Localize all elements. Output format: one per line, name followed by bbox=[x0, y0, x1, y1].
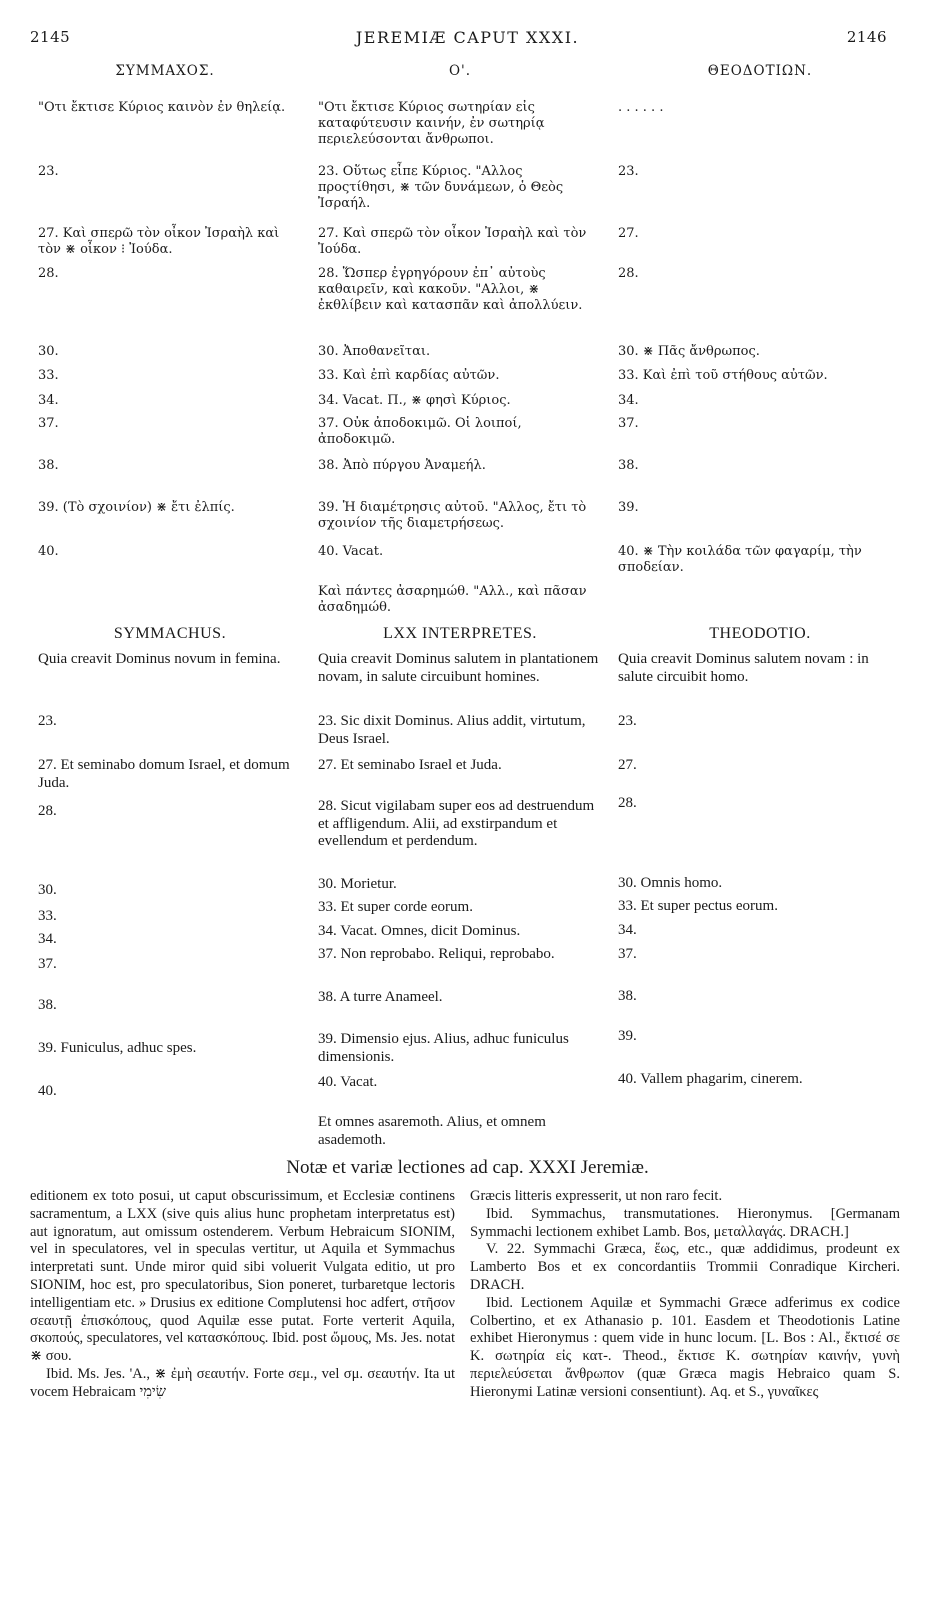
note-paragraph: Græcis litteris expresserit, ut non raro fecit. bbox=[470, 1188, 723, 1204]
running-title: JEREMIÆ CAPUT XXXI. bbox=[355, 28, 580, 47]
latin-symmachus-verse: 33. bbox=[38, 908, 57, 924]
greek-theodotion-verse: 34. bbox=[618, 393, 639, 408]
latin-lxx-tail: Et omnes asaremoth. Alius, et omnem asademoth. bbox=[318, 1114, 546, 1148]
latin-theodotio-verse: 39. bbox=[618, 1028, 637, 1044]
notes-left-column bbox=[30, 1188, 455, 1402]
note-paragraph: Ibid. Ms. Jes. 'Α., ⋇ ἐμὴ σεαυτήν. Forte σεμ., vel σμ. σεαυτήν. Ita ut vocem Hebraicam שִׂימִי bbox=[30, 1365, 455, 1400]
greek-theodotion-verse: 37. bbox=[618, 416, 639, 431]
greek-symmachus-verse: 27. Καὶ σπερῶ τὸν οἶκον Ἰσραὴλ καὶ τὸν ⋇ οἶκον ⁝ Ἰούδα. bbox=[38, 226, 280, 257]
latin-lxx-verse: 23. Sic dixit Dominus. Alius addit, virtutum, Deus Israel. bbox=[318, 713, 586, 747]
latin-lxx-verse: 34. Vacat. Omnes, dicit Dominus. bbox=[318, 923, 521, 939]
greek-col-head-symmachus: ΣΥΜΜΑΧΟΣ. bbox=[115, 63, 215, 79]
note-paragraph: Ibid. Symmachus, transmutationes. Hieronymus. [Germanam Symmachi lectionem exhibet Lamb. Bos, μεταλλαγάς. DRACH.] bbox=[470, 1205, 900, 1240]
greek-col-head-theodotion: ΘΕΟΔΟΤΙΩΝ. bbox=[707, 63, 813, 79]
latin-theodotio-verse: Quia creavit Dominus salutem novam : in salute circuibit homo. bbox=[618, 651, 869, 685]
latin-symmachus-verse: 38. bbox=[38, 997, 57, 1013]
page-number-left: 2145 bbox=[30, 28, 71, 46]
greek-symmachus-verse: 38. bbox=[38, 458, 59, 473]
page-number-right: 2146 bbox=[846, 28, 887, 46]
note-paragraph: editionem ex toto posui, ut caput obscurissimum, et Ecclesiæ continens sacramentum, a LXX (sive quis alius hunc prophetam interpretatus est) aut ignoratum, aut omissum ostenderem. Verbum Hebraicum SIONIM, vel in speculatores, vel in speculas vertitur, ut Aquila et Symmachus interpretati sunt. Unde miror quid sibi voluerit Vulgata editio, ut pro SIONIM, hoc est, pro speculatoribus, Sion poneret, turbaretque lectoris intelligentiam etc. » Drusius ex editione Complutensi hoc adfert, στῆσον σεαυτῇ ἐπισκόπους, quod Aquilæ esse putat. Forte verterit Aquila, σκοπούς, speculatores, vel κατασκόπους. Ibid. post ὤμους, Ms. Jes. notat ⋇ σου. bbox=[30, 1188, 455, 1365]
latin-symmachus-verse: 34. bbox=[38, 931, 57, 947]
latin-symmachus-verse: 37. bbox=[38, 956, 57, 972]
greek-lxx-verse: 38. Ἀπὸ πύργου Ἀναμεήλ. bbox=[318, 458, 486, 473]
greek-theodotion-verse: 27. bbox=[618, 226, 639, 241]
greek-lxx-verse: 40. Vacat. bbox=[318, 544, 384, 559]
note-paragraph: Ibid. Lectionem Aquilæ et Symmachi Græce adferimus ex codice Colbertino, et ex Athanasio p. 101. Easdem et Theodotionis Latine exhibet Hieronymus : quem vide in hunc locum. [L. Bos : Al., ἔκτισέ σε Κ. σωτηρία εἰς κατ-. Theod., ἔκτισε Κ. σωτηρίαν καινήν, γυνὴ περιελεύσεται ἄνθρωπον (quæ Græca magis Hebraico quam S. Hieronymi Latinæ versioni consentiunt). Aq. et S., γυναῖκες bbox=[470, 1294, 900, 1400]
greek-lxx-verse: 33. Καὶ ἐπὶ καρδίας αὐτῶν. bbox=[318, 368, 500, 383]
latin-lxx-verse: 38. A turre Anameel. bbox=[318, 989, 443, 1005]
latin-symmachus-verse: 28. bbox=[38, 803, 57, 819]
greek-theodotion-verse: 30. ⋇ Πᾶς ἄνθρωπος. bbox=[618, 344, 760, 359]
greek-symmachus-verse: 39. (Τὸ σχοινίον) ⋇ ἔτι ἐλπίς. bbox=[38, 500, 235, 515]
latin-col-head-theodotio: THEODOTIO. bbox=[709, 625, 811, 642]
greek-lxx-verse: 23. Οὕτως εἶπε Κύριος. "Αλλος προςτίθησι, ⋇ τῶν δυνάμεων, ὁ Θεὸς Ἰσραήλ. bbox=[318, 164, 564, 211]
greek-symmachus-verse: 33. bbox=[38, 368, 59, 383]
latin-theodotio-verse: 38. bbox=[618, 988, 637, 1004]
greek-theodotion-verse: . . . . . . bbox=[618, 100, 664, 115]
greek-lxx-verse: 30. Ἀποθανεῖται. bbox=[318, 344, 431, 359]
latin-lxx-verse: Quia creavit Dominus salutem in plantationem novam, in salute circuibunt homines. bbox=[318, 651, 599, 685]
greek-symmachus-verse: 30. bbox=[38, 344, 59, 359]
greek-theodotion-verse: 39. bbox=[618, 500, 639, 515]
notes-right-column bbox=[470, 1188, 900, 1402]
latin-theodotio-verse: 33. Et super pectus eorum. bbox=[618, 898, 778, 914]
latin-symmachus-verse: 23. bbox=[38, 713, 57, 729]
latin-symmachus-verse: 40. bbox=[38, 1083, 57, 1099]
greek-lxx-verse: 28. Ὥσπερ ἐγρηγόρουν ἐπ᾽ αὐτοὺς καθαιρεῖν, καὶ κακοῦν. "Αλλοι, ⋇ ἐκθλίβειν καὶ κατασπᾶν καὶ ἀπολλύειν. bbox=[318, 266, 583, 313]
latin-theodotio-verse: 40. Vallem phagarim, cinerem. bbox=[618, 1071, 803, 1087]
latin-col-head-symmachus: SYMMACHUS. bbox=[113, 625, 227, 642]
greek-lxx-tail: Καὶ πάντες ἀσαρημώθ. "Αλλ., καὶ πᾶσαν ἀσαδημώθ. bbox=[318, 584, 587, 615]
greek-symmachus-verse: 23. bbox=[38, 164, 59, 179]
greek-symmachus-verse: 34. bbox=[38, 393, 59, 408]
latin-symmachus-verse: 39. Funiculus, adhuc spes. bbox=[38, 1040, 197, 1056]
greek-theodotion-verse: 23. bbox=[618, 164, 639, 179]
latin-symmachus-verse: Quia creavit Dominus novum in femina. bbox=[38, 651, 281, 667]
page-header bbox=[0, 28, 935, 50]
greek-theodotion-verse: 40. ⋇ Τὴν κοιλάδα τῶν φαγαρίμ, τὴν σποδείαν. bbox=[618, 544, 862, 575]
greek-lxx-verse: 27. Καὶ σπερῶ τὸν οἶκον Ἰσραὴλ καὶ τὸν Ἰούδα. bbox=[318, 226, 587, 257]
latin-theodotio-verse: 37. bbox=[618, 946, 637, 962]
latin-theodotio-verse: 27. bbox=[618, 757, 637, 773]
latin-lxx-verse: 27. Et seminabo Israel et Juda. bbox=[318, 757, 502, 773]
latin-lxx-verse: 39. Dimensio ejus. Alius, adhuc funiculus dimensionis. bbox=[318, 1031, 569, 1065]
greek-symmachus-verse: "Οτι ἔκτισε Κύριος καινὸν ἐν θηλείᾳ. bbox=[38, 100, 286, 115]
latin-lxx-verse: 28. Sicut vigilabam super eos ad destruendum et affligendum. Alii, ad exstirpandum et evellendum et perdendum. bbox=[318, 798, 595, 849]
latin-lxx-verse: 33. Et super corde eorum. bbox=[318, 899, 473, 915]
latin-col-head-lxx: LXX INTERPRETES. bbox=[383, 625, 537, 642]
greek-col-head-lxx: Ο'. bbox=[448, 63, 472, 79]
greek-symmachus-verse: 40. bbox=[38, 544, 59, 559]
latin-theodotio-verse: 28. bbox=[618, 795, 637, 811]
greek-lxx-verse: 37. Οὐκ ἀποδοκιμῶ. Οἱ λοιποί, ἀποδοκιμῶ. bbox=[318, 416, 522, 447]
note-paragraph: V. 22. Symmachi Græca, ἕως, etc., quæ addidimus, prodeunt ex Lamberto Bos et ex concordantiis Trommii Conradique Kircheri. DRACH. bbox=[470, 1241, 900, 1293]
latin-theodotio-verse: 23. bbox=[618, 713, 637, 729]
latin-lxx-verse: 40. Vacat. bbox=[318, 1074, 378, 1090]
greek-theodotion-verse: 33. Καὶ ἐπὶ τοῦ στήθους αὐτῶν. bbox=[618, 368, 828, 383]
latin-symmachus-verse: 27. Et seminabo domum Israel, et domum Juda. bbox=[38, 757, 290, 791]
latin-symmachus-verse: 30. bbox=[38, 882, 57, 898]
greek-lxx-verse: "Οτι ἔκτισε Κύριος σωτηρίαν εἰς καταφύτευσιν καινήν, ἐν σωτηρίᾳ περιελεύσονται ἄνθρωποι. bbox=[318, 100, 545, 147]
greek-symmachus-verse: 37. bbox=[38, 416, 59, 431]
greek-theodotion-verse: 28. bbox=[618, 266, 639, 281]
greek-theodotion-verse: 38. bbox=[618, 458, 639, 473]
greek-lxx-verse: 39. Ἡ διαμέτρησις αὐτοῦ. "Αλλος, ἔτι τὸ σχοινίον τῆς διαμετρήσεως. bbox=[318, 500, 587, 531]
latin-lxx-verse: 30. Morietur. bbox=[318, 876, 397, 892]
greek-symmachus-verse: 28. bbox=[38, 266, 59, 281]
latin-lxx-verse: 37. Non reprobabo. Reliqui, reprobabo. bbox=[318, 946, 555, 962]
latin-theodotio-verse: 30. Omnis homo. bbox=[618, 875, 723, 891]
latin-theodotio-verse: 34. bbox=[618, 922, 637, 938]
greek-lxx-verse: 34. Vacat. Π., ⋇ φησὶ Κύριος. bbox=[318, 393, 511, 408]
notes-title: Notæ et variæ lectiones ad cap. XXXI Jeremiæ. bbox=[286, 1157, 649, 1178]
